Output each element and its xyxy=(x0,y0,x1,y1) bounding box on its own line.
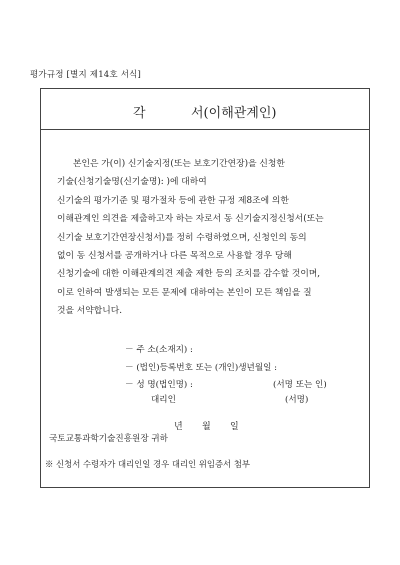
date-month: 월 xyxy=(202,422,211,432)
name-label: － 성 명(법인명) : xyxy=(125,380,193,390)
page-title-part-1: 각 xyxy=(133,106,146,121)
body-line-6: 없이 동 신청서를 공개하거나 다른 목적으로 사용할 경우 당해 xyxy=(57,251,292,262)
address-label: － 주 소(소재지) : xyxy=(125,345,193,355)
body-line-5: 신기술 보호기간연장신청서)를 정히 수령하였으며, 신청인의 동의 xyxy=(57,232,307,243)
body-line-9: 것을 서약합니다. xyxy=(57,306,123,317)
agent-label: 대리인 xyxy=(151,395,176,405)
body-line-2: 기술(신청기술명(신기술명): )에 대하여 xyxy=(57,177,207,188)
date-day: 일 xyxy=(230,422,239,432)
form-number: 평가규정 [별지 제14호 서식] xyxy=(30,70,142,80)
title-row xyxy=(41,89,369,130)
registration-number-label: － (법인)등록번호 또는 (개인)생년월일 : xyxy=(125,363,278,373)
pledge-body xyxy=(57,155,355,321)
page-title-part-2: 서(이해관계인) xyxy=(191,106,277,121)
pledge-form xyxy=(40,88,370,488)
body-line-4: 이해관계인 의견을 제출하고자 하는 자로서 동 신기술지정신청서(또는 xyxy=(57,214,324,225)
agent-sign-label: (서명) xyxy=(285,395,309,405)
body-line-7: 신청기술에 대한 이해관계의견 제출 제한 등의 조치를 감수할 것이며, xyxy=(57,269,321,280)
sign-or-seal-label: (서명 또는 인) xyxy=(273,380,327,390)
attachment-note: ※ 신청서 수령자가 대리인일 경우 대리인 위임증서 첨부 xyxy=(45,459,250,469)
body-line-8: 이로 인하여 발생되는 모든 문제에 대하여는 본인이 모든 책임을 질 xyxy=(57,287,312,298)
body-line-1: 본인은 가(이) 신기술지정(또는 보호기간연장)을 신청한 xyxy=(73,159,285,169)
recipient: 국토교통과학기술진흥원장 귀하 xyxy=(49,434,168,444)
date-year: 년 xyxy=(174,422,183,432)
body-line-3: 신기술의 평가기준 및 평가절차 등에 관한 규정 제8조에 의한 xyxy=(57,195,289,206)
